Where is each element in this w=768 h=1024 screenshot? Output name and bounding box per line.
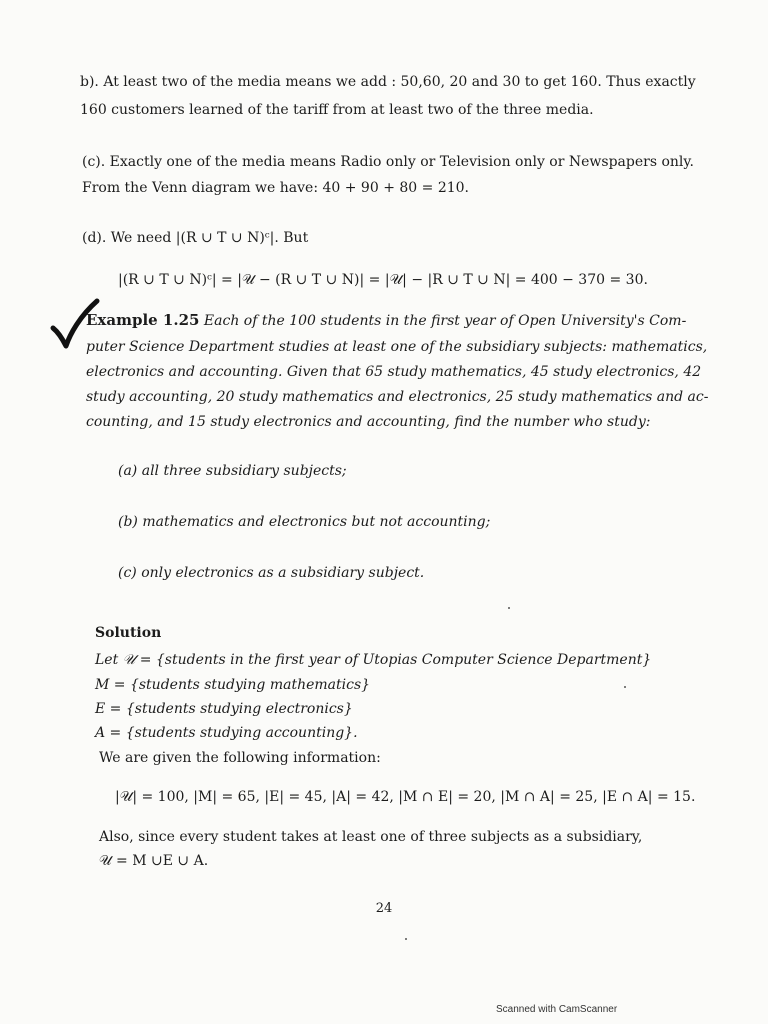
solution-line-8: 𝒰 = M ∪E ∪ A. (99, 853, 209, 869)
example-line-5: counting, and 15 study electronics and accounting, find the number who study: (86, 414, 651, 430)
part-d-equation: |(R ∪ T ∪ N)ᶜ| = |𝒰 − (R ∪ T ∪ N)| = |𝒰| − |R ∪ T ∪ N| = 400 − 370 = 30. (118, 272, 648, 288)
scan-speck (624, 686, 626, 688)
solution-line-4: A = {students studying accounting}. (95, 725, 358, 741)
example-text-1: Each of the 100 students in the first year of Open University's Com- (203, 313, 687, 329)
solution-line-5: We are given the following information: (99, 750, 381, 766)
scan-speck (405, 938, 407, 940)
part-c-line-2: From the Venn diagram we have: 40 + 90 + 80 = 210. (82, 180, 469, 196)
scanner-watermark: Scanned with CamScanner (496, 1004, 618, 1015)
example-line-3: electronics and accounting. Given that 65 study mathematics, 45 study electronics, 42 (86, 364, 702, 380)
example-line-1 (86, 310, 686, 331)
part-b-line-2: 160 customers learned of the tariff from at least two of the three media. (80, 102, 594, 118)
part-d-line-1: (d). We need |(R ∪ T ∪ N)ᶜ|. But (82, 230, 309, 246)
solution-line-7: Also, since every student takes at least one of three subjects as a subsidiary, (99, 829, 643, 845)
solution-line-2: M = {students studying mathematics} (95, 677, 371, 693)
example-item-b: (b) mathematics and electronics but not accounting; (118, 514, 491, 530)
example-line-4: study accounting, 20 study mathematics and electronics, 25 study mathematics and ac- (86, 389, 709, 405)
part-c-line-1: (c). Exactly one of the media means Radio only or Television only or Newspapers only. (82, 154, 694, 170)
page-number: 24 (375, 901, 393, 916)
solution-line-1: Let 𝒰 = {students in the first year of Utopias Computer Science Department} (95, 652, 652, 668)
example-label: Example 1.25 (86, 311, 200, 329)
example-line-2: puter Science Department studies at least one of the subsidiary subjects: mathematics, (86, 339, 708, 355)
scan-speck (508, 607, 510, 609)
example-item-c: (c) only electronics as a subsidiary subject. (118, 565, 425, 581)
solution-line-3: E = {students studying electronics} (95, 701, 353, 717)
example-item-a: (a) all three subsidiary subjects; (118, 463, 347, 479)
solution-heading: Solution (95, 625, 162, 641)
solution-given-values: |𝒰| = 100, |M| = 65, |E| = 45, |A| = 42, |M ∩ E| = 20, |M ∩ A| = 25, |E ∩ A| = 15. (115, 789, 696, 805)
part-b-line-1: b). At least two of the media means we add : 50,60, 20 and 30 to get 160. Thus exactly (80, 74, 696, 90)
